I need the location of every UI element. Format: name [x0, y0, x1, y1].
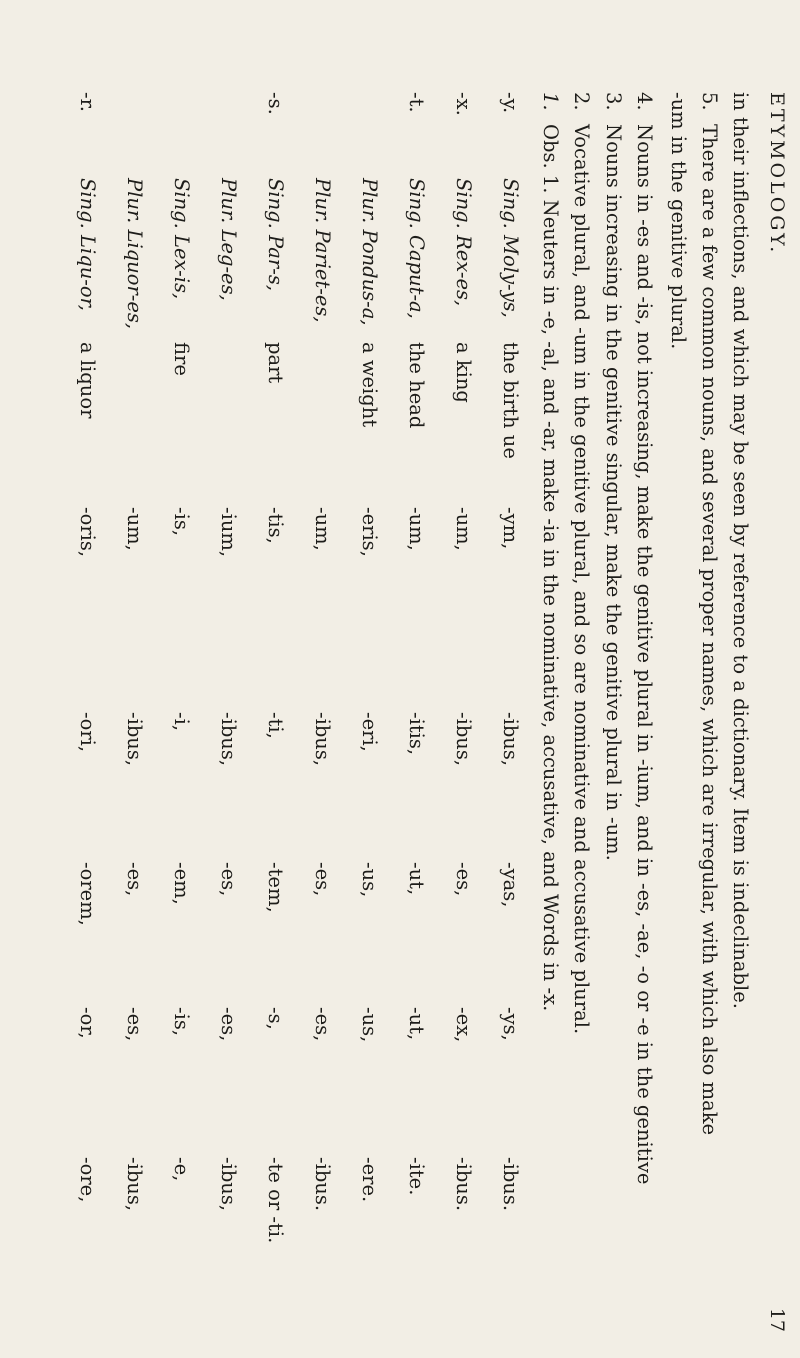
- paragraph-5-text: There are a few common nouns, and several proper names, which are irregular, with which also make: [698, 124, 721, 1136]
- table-cell-c4: -i,: [170, 712, 193, 732]
- table-cell-c4: -ibus,: [499, 712, 522, 767]
- table-cell-c5: -es,: [217, 862, 240, 897]
- page-number: 17: [766, 1307, 788, 1332]
- table-cell-c6: -ut,: [405, 1007, 428, 1041]
- paragraph-2-1: [535, 92, 597, 1332]
- table-cell-meaning: a weight: [358, 342, 381, 428]
- table-cell-c5: -orem,: [76, 862, 99, 926]
- table-cell-c7: -ore,: [76, 1157, 99, 1203]
- table-cell-c4: -ibus,: [452, 712, 475, 767]
- table-row: [71, 92, 99, 1332]
- table-row: [353, 92, 381, 1332]
- table-cell-label: -r.: [76, 92, 99, 112]
- table-cell-c7: -ibus.: [499, 1157, 522, 1212]
- intro-text: in their inflections, and which may be seen by reference to a dictionary. Item is indeclinable.: [729, 92, 752, 1009]
- table-cell-c5: -us,: [358, 862, 381, 898]
- paragraph-2-text: Vocative plural, and -um in the genitive plural, and so are nominative and accusative plural.: [570, 124, 593, 1035]
- table-cell-paradigm: Plur. Liquor-es,: [123, 178, 146, 330]
- running-header: [762, 92, 788, 1332]
- table-cell-paradigm: Sing. Liqu-or,: [76, 178, 99, 311]
- table-cell-paradigm: Sing. Par-s,: [264, 178, 287, 292]
- table-cell-c6: -es,: [311, 1007, 334, 1042]
- table-cell-label: -y.: [499, 92, 522, 114]
- table-cell-gen: -um,: [311, 507, 334, 551]
- table-cell-c7: -e,: [170, 1157, 193, 1182]
- paragraph-4: [598, 92, 660, 1332]
- table-cell-c5: -ut,: [405, 862, 428, 896]
- table-cell-label: -s.: [264, 92, 287, 115]
- table-cell-c4: -eri,: [358, 712, 381, 752]
- table-cell-c5: -em,: [170, 862, 193, 905]
- table-cell-c5: -yas,: [499, 862, 522, 908]
- table-row: [494, 92, 522, 1332]
- table-cell-paradigm: Plur. Leg-es,: [217, 178, 240, 301]
- table-cell-c5: -es,: [452, 862, 475, 897]
- table-row: [118, 92, 146, 1332]
- paragraph-intro: [663, 92, 756, 1332]
- table-cell-paradigm: Sing. Rex-es,: [452, 178, 475, 307]
- table-cell-paradigm: Plur. Pondus-a,: [358, 178, 381, 326]
- table-cell-c7: -ere.: [358, 1157, 381, 1203]
- table-cell-c6: -es,: [123, 1007, 146, 1042]
- table-cell-c6: -us,: [358, 1007, 381, 1043]
- table-cell-c6: -ex,: [452, 1007, 475, 1043]
- table-cell-c6: -ys,: [499, 1007, 522, 1041]
- table-cell-c4: -ti,: [264, 712, 287, 739]
- page-title: ETYMOLOGY.: [766, 92, 788, 256]
- table-cell-meaning: fire: [170, 342, 193, 376]
- table-cell-c7: -te or -ti.: [264, 1157, 287, 1244]
- table-row: [306, 92, 334, 1332]
- table-cell-c5: -tem,: [264, 862, 287, 913]
- table-cell-c7: -ibus.: [452, 1157, 475, 1212]
- paragraph-5-number: 5.: [698, 92, 721, 111]
- table-cell-paradigm: Sing. Caput-a,: [405, 178, 428, 319]
- paragraph-4-text: Nouns in -es and -is, not increasing, make the genitive plural in -ium, and in -es, -ae, -o or -e in the genitive: [633, 124, 656, 1185]
- table-cell-paradigm: Plur. Pariet-es,: [311, 178, 334, 323]
- table-cell-gen: -um,: [405, 507, 428, 551]
- table-cell-c6: -s,: [264, 1007, 287, 1030]
- table-cell-paradigm: Sing. Lex-is,: [170, 178, 193, 300]
- table-cell-c4: -ibus,: [217, 712, 240, 767]
- table-cell-gen: -ium,: [217, 507, 240, 558]
- paragraph-3-number: 3.: [602, 92, 625, 111]
- paragraph-1-text-a: Obs. 1. Neuters in -e, -al, and -ar, make -ia in the nominative, accusative, and: [539, 124, 562, 888]
- table-cell-c7: -ite.: [405, 1157, 428, 1196]
- table-cell-label: -x.: [452, 92, 475, 116]
- table-cell-gen: -tis,: [264, 507, 287, 544]
- table-cell-paradigm: Sing. Moly-ys,: [499, 178, 522, 318]
- table-cell-meaning: a king: [452, 342, 475, 403]
- table-cell-label: -t.: [405, 92, 428, 113]
- paragraph-4-number: 4.: [633, 92, 656, 111]
- table-cell-c6: -es,: [217, 1007, 240, 1042]
- table-cell-c6: -or,: [76, 1007, 99, 1039]
- table-cell-c4: -itis,: [405, 712, 428, 756]
- table-row: [165, 92, 193, 1332]
- table-row: [400, 92, 428, 1332]
- paragraph-1-number: 1.: [539, 92, 562, 111]
- table-cell-c5: -es,: [311, 862, 334, 897]
- table-cell-meaning: part: [264, 342, 287, 384]
- table-cell-gen: -eris,: [358, 507, 381, 557]
- table-cell-c4: -ibus,: [311, 712, 334, 767]
- table-row: [212, 92, 240, 1332]
- table-cell-c6: -is,: [170, 1007, 193, 1037]
- table-cell-c7: -ibus,: [123, 1157, 146, 1212]
- table-cell-meaning: the head: [405, 342, 428, 429]
- table-cell-gen: -um,: [452, 507, 475, 551]
- paragraph-5-continuation: -um in the genitive plural.: [667, 92, 690, 350]
- table-cell-c7: -ibus,: [217, 1157, 240, 1212]
- paragraph-1-text-b: Words in -x.: [539, 894, 562, 1012]
- table-row: [447, 92, 475, 1332]
- table-row: [259, 92, 287, 1332]
- paragraph-3-text: Nouns increasing in the genitive singular, make the genitive plural in -um.: [602, 124, 625, 861]
- table-cell-gen: -ym,: [499, 507, 522, 550]
- table-cell-gen: -oris,: [76, 507, 99, 558]
- table-cell-c4: -ori,: [76, 712, 99, 753]
- table-cell-gen: -um,: [123, 507, 146, 551]
- paragraph-2-number: 2.: [570, 92, 593, 111]
- table-cell-c5: -es,: [123, 862, 146, 897]
- table-cell-gen: -is,: [170, 507, 193, 537]
- table-cell-meaning: the birth ue: [499, 342, 522, 459]
- table-cell-meaning: a liquor: [76, 342, 99, 419]
- table-cell-c4: -ibus,: [123, 712, 146, 767]
- table-cell-c7: -ibus.: [311, 1157, 334, 1212]
